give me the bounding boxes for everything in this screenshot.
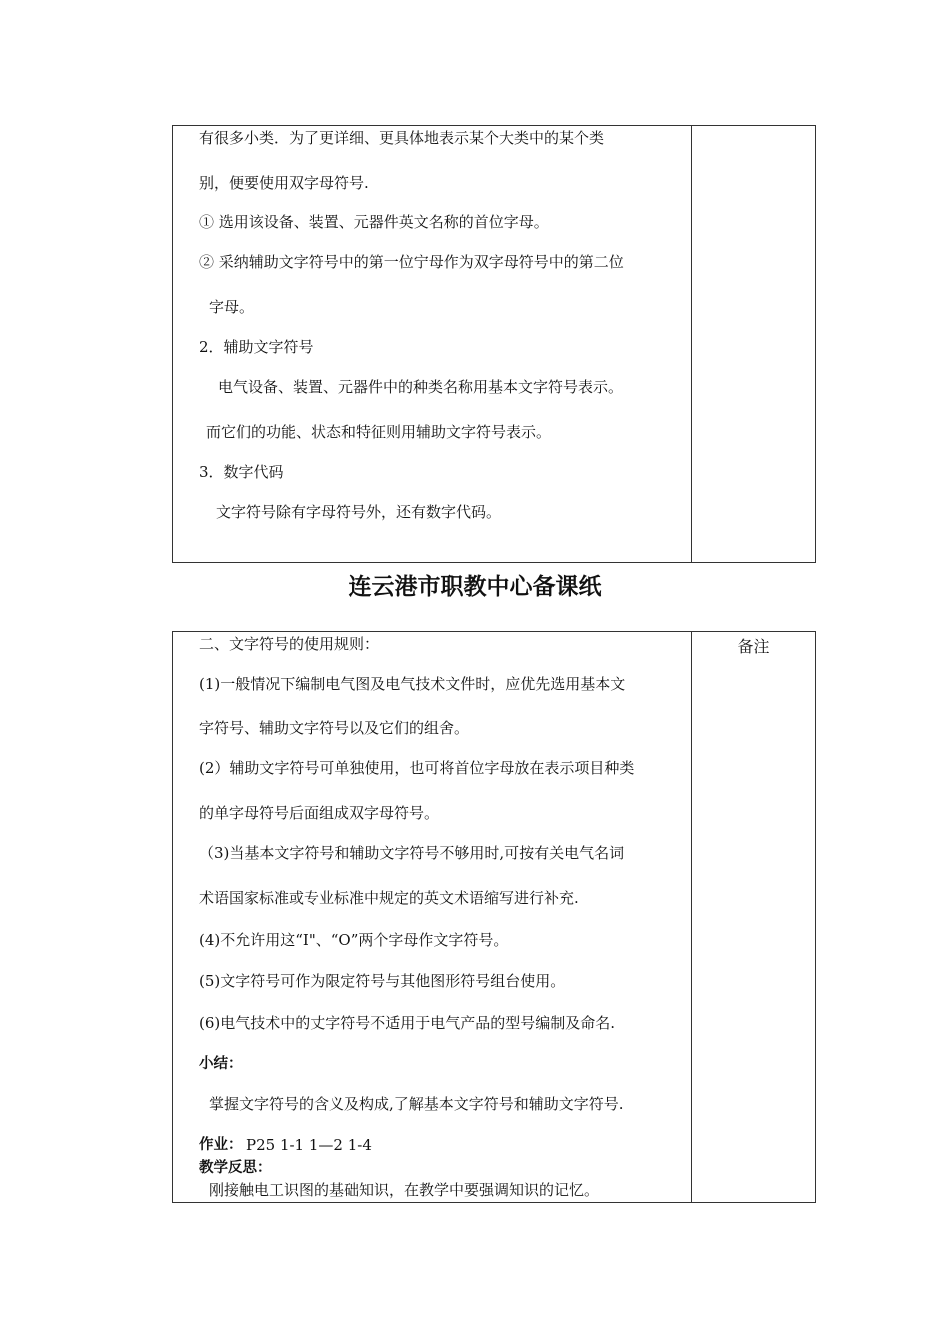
text-line: 别，便要使用双字母符号. — [199, 174, 369, 192]
summary-text: 掌握文字符号的含义及构成,了解基本文字符号和辅助文字符号. — [209, 1095, 624, 1113]
text-line: 而它们的功能、状态和特征则用辅助文字符号表示。 — [206, 423, 552, 441]
text-line: （3)当基本文字符号和辅助文字符号不够用时,可按有关电气名词 — [199, 844, 625, 862]
lesson-table-bottom — [172, 631, 816, 1203]
homework-text: P25 1-1 1—2 1-4 — [246, 1136, 372, 1154]
text-line: ② 采纳辅助文字符号中的第一位宁母作为双字母符号中的第二位 — [199, 253, 624, 271]
text-line: 术语国家标准或专业标准中规定的英文术语缩写进行补充. — [199, 889, 579, 907]
column-divider — [691, 126, 692, 562]
reflection-label: 教学反思： — [199, 1160, 272, 1176]
text-line: 字符号、辅助文字符号以及它们的组舍。 — [199, 719, 470, 737]
text-line: 的单字母符号后面组成双字母符号。 — [199, 804, 440, 822]
text-line: 字母。 — [209, 298, 255, 316]
notes-column-header: 备注 — [737, 637, 770, 656]
text-line: (5)文字符号可作为限定符号与其他图形符号组台使用。 — [199, 972, 566, 990]
summary-label: 小结： — [199, 1056, 243, 1072]
text-line: (1)一般情况下编制电气图及电气技术文件时，应优先选用基本文 — [199, 675, 626, 693]
text-line: 有很多小类．为了更详细、更具体地表示某个大类中的某个类 — [199, 129, 605, 147]
text-line: 电气设备、装置、元器件中的种类名称用基本文字符号表示。 — [218, 378, 624, 396]
page-title: 连云港市职教中心备课纸 — [348, 574, 602, 600]
section-heading: 3．数字代码 — [199, 463, 284, 481]
homework-label: 作业： — [199, 1137, 243, 1153]
section-heading: 二、文字符号的使用规则： — [199, 635, 380, 653]
section-heading: 2．辅助文字符号 — [199, 338, 314, 356]
text-line: 文字符号除有字母符号外，还有数字代码。 — [216, 503, 502, 521]
text-line: (6)电气技术中的丈字符号不适用于电气产品的型号编制及命名. — [199, 1014, 616, 1032]
column-divider — [691, 632, 692, 1202]
text-line: (4)不允许用这“I"、“O”两个字母作文字符号。 — [199, 931, 509, 949]
text-line: ① 选用该设备、装置、元器件英文名称的首位字母。 — [199, 213, 549, 231]
text-line: (2）辅助文字符号可单独使用，也可将首位字母放在表示项目种类 — [199, 759, 635, 777]
reflection-text: 刚接触电工识图的基础知识，在教学中要强调知识的记忆。 — [209, 1181, 600, 1199]
